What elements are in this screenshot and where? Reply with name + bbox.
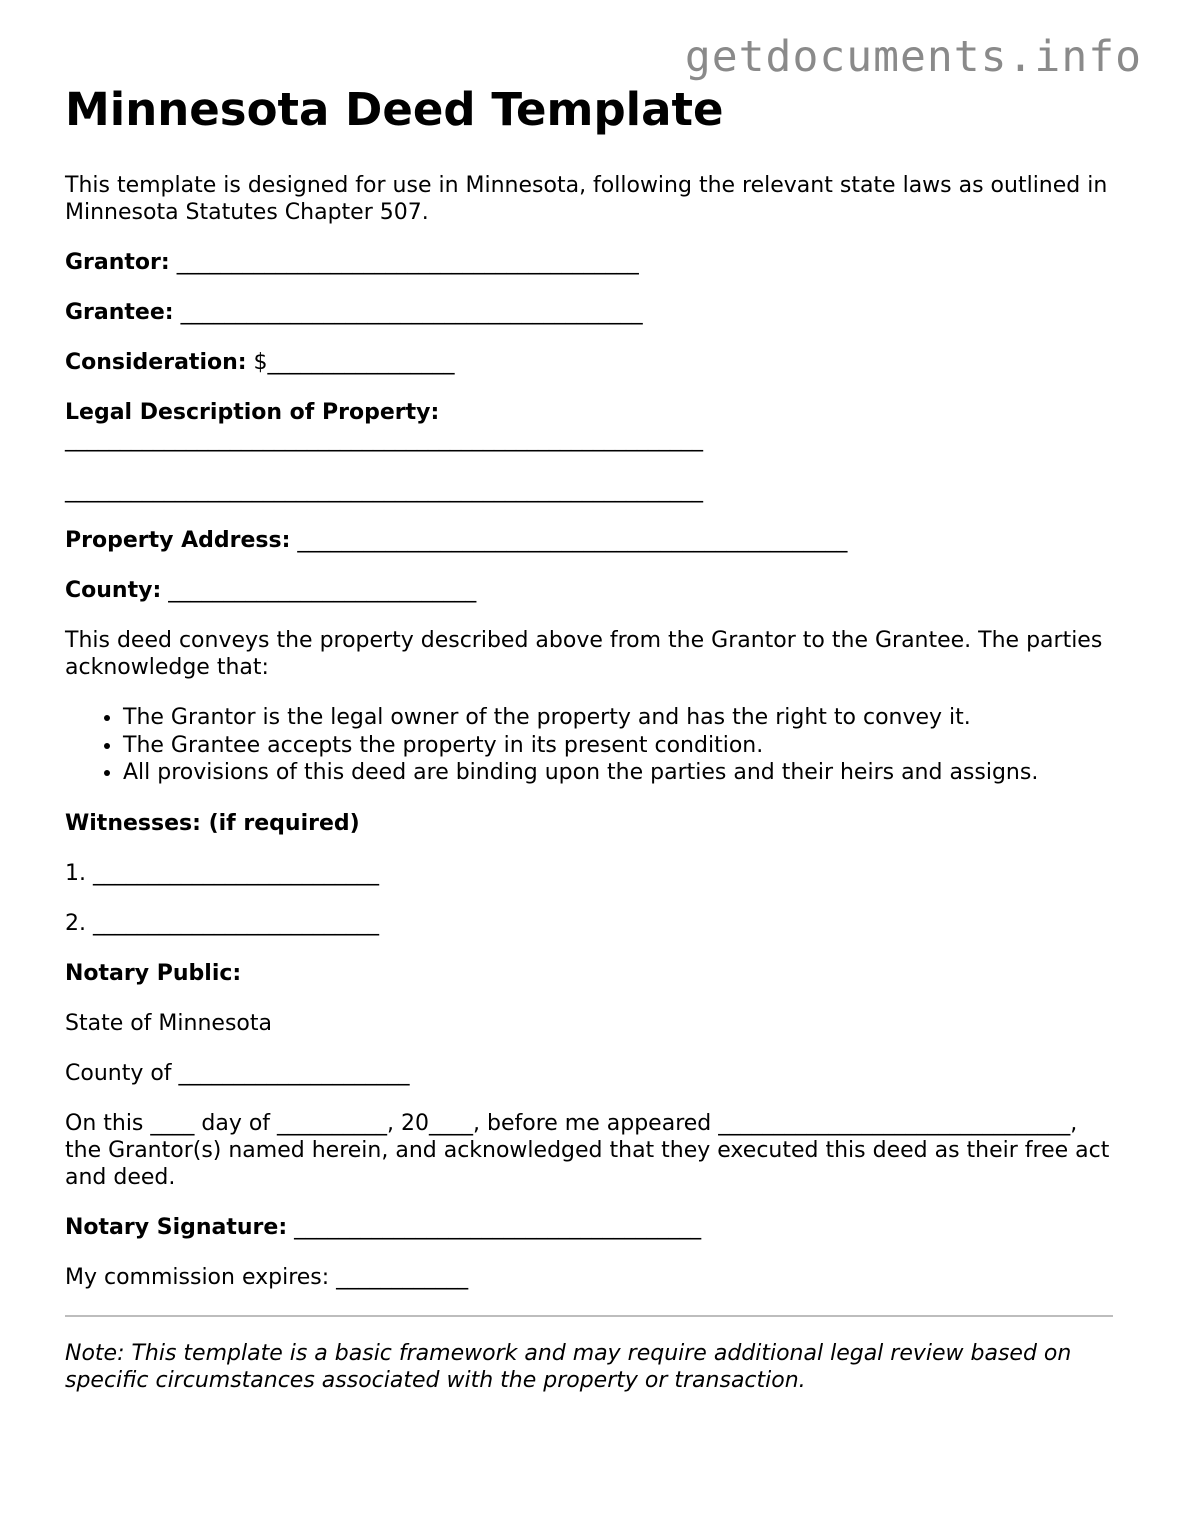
grantor-label: Grantor: — [65, 250, 170, 275]
list-item: • All provisions of this deed are binding upon the parties and their heirs and assigns. — [123, 759, 1113, 787]
notary-signature-blank: _____________________________________ — [287, 1214, 702, 1240]
consideration-field — [65, 349, 1113, 376]
deed-document — [65, 82, 1113, 1394]
legal-description-label: Legal Description of Property: — [65, 400, 440, 425]
property-address-field — [65, 527, 1113, 554]
notary-state: State of Minnesota — [65, 1010, 272, 1036]
acknowledgement-list — [65, 704, 1113, 787]
divider — [65, 1315, 1113, 1317]
watermark-text: getdocuments.info — [684, 32, 1142, 82]
legal-description-line-2: __________________________________________________________ — [65, 478, 703, 503]
legal-description-field — [65, 399, 1113, 426]
consideration-label: Consideration: — [65, 350, 247, 375]
property-address-label: Property Address: — [65, 528, 291, 553]
notary-signature-label: Notary Signature: — [65, 1214, 288, 1240]
legal-description-line-1: __________________________________________________________ — [65, 427, 703, 452]
grantor-blank: __________________________________________ — [169, 250, 639, 275]
notary-signature-field — [65, 1214, 1113, 1241]
witness-line-2: 2. __________________________ — [65, 910, 379, 936]
county-field — [65, 577, 1113, 604]
grantee-blank: __________________________________________ — [173, 300, 643, 325]
witness-line-1: 1. __________________________ — [65, 860, 379, 886]
footer-note: Note: This template is a basic framework and may require additional legal review based on specific circumstances associated with the property or transaction. — [65, 1340, 1072, 1393]
grantee-label: Grantee: — [65, 300, 174, 325]
witnesses-label: Witnesses: (if required) — [65, 810, 360, 836]
consideration-blank: $_________________ — [246, 350, 455, 375]
property-address-blank: __________________________________________________ — [290, 528, 848, 553]
grantee-field — [65, 299, 1113, 326]
intro-paragraph: This template is designed for use in Minnesota, following the relevant state laws as outlined in Minnesota Statutes Chapter 507. — [65, 173, 1108, 225]
commission-expires: My commission expires: ____________ — [65, 1264, 469, 1290]
county-label: County: — [65, 578, 162, 603]
notary-label: Notary Public: — [65, 960, 242, 986]
list-item: • The Grantee accepts the property in its present condition. — [123, 732, 1113, 760]
notary-county: County of _____________________ — [65, 1060, 410, 1086]
grantor-field — [65, 249, 1113, 276]
notary-acknowledgment: On this ____ day of __________, 20____, before me appeared ________________________________, the Grantor(s) named herein, and acknowledged that they executed this deed as their free act and deed. — [65, 1110, 1110, 1190]
conveys-paragraph: This deed conveys the property described above from the Grantor to the Grantee. The parties acknowledge that: — [65, 628, 1103, 680]
county-blank: ____________________________ — [161, 578, 477, 603]
list-item: • The Grantor is the legal owner of the property and has the right to convey it. — [123, 704, 1113, 732]
page-title: Minnesota Deed Template — [65, 83, 724, 136]
